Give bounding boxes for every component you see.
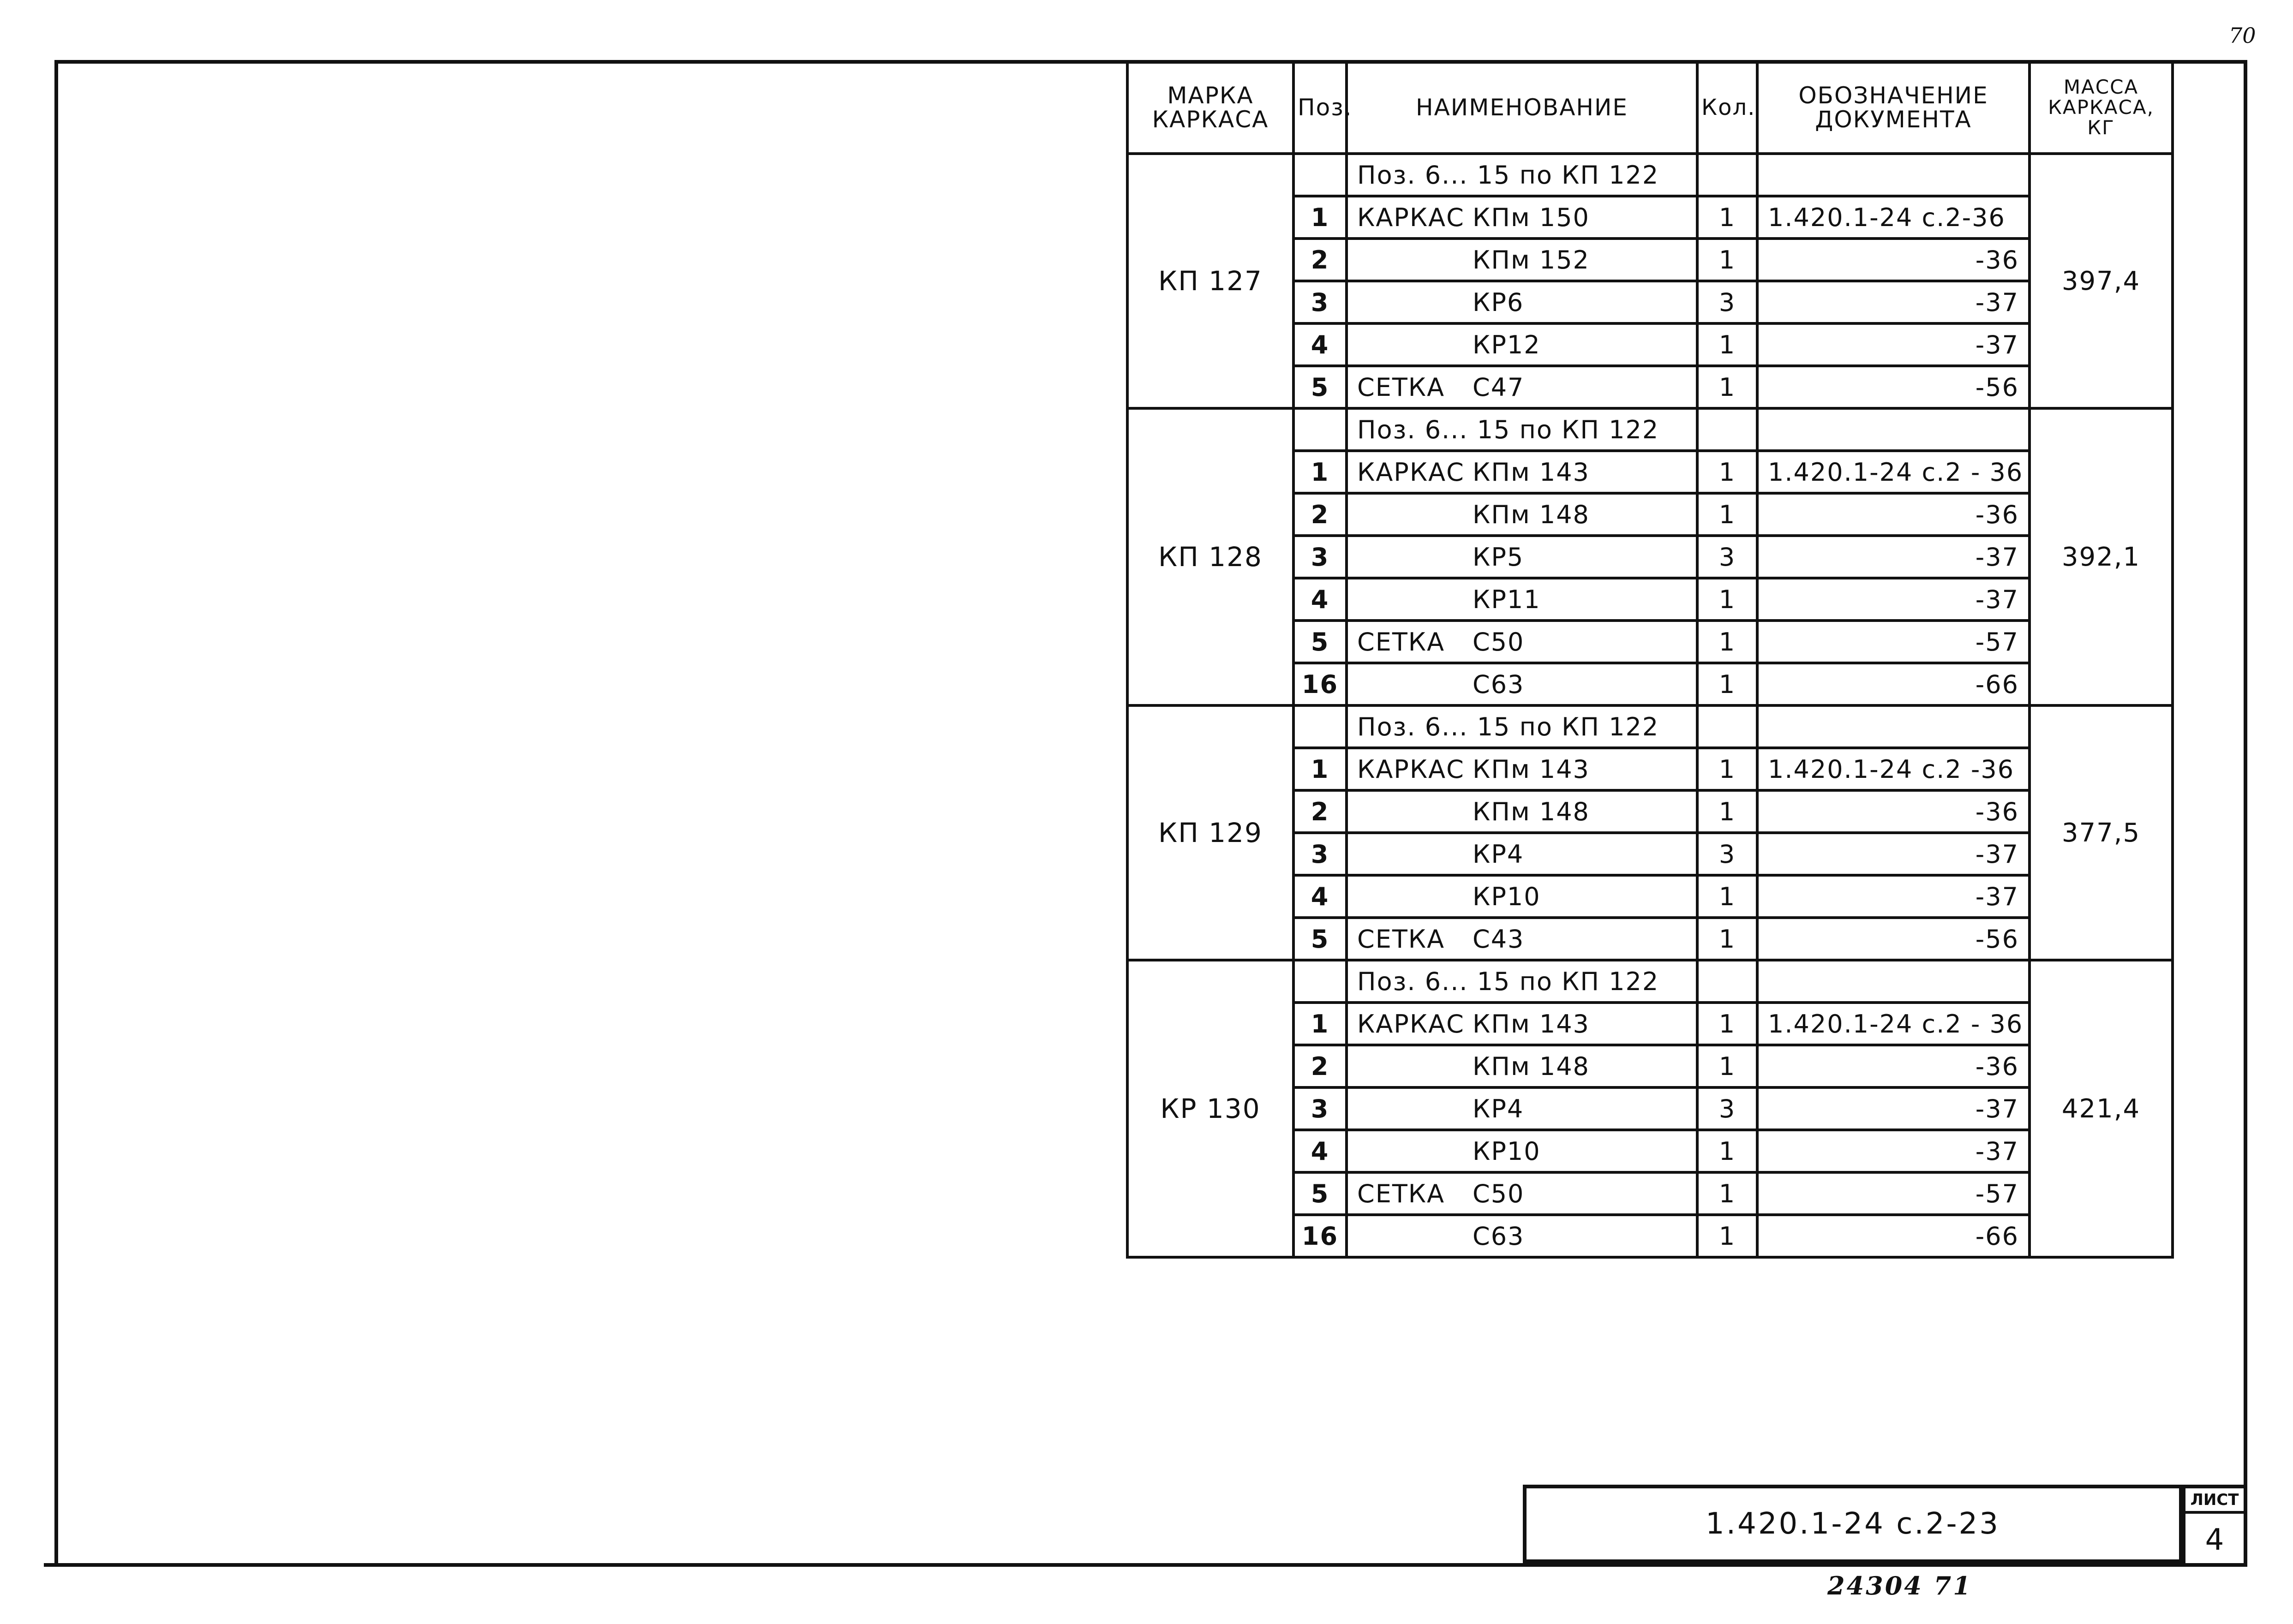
name-item: КР10 bbox=[1473, 882, 1541, 911]
name-item: КПм 148 bbox=[1473, 1051, 1590, 1081]
name-item: КПм 150 bbox=[1473, 203, 1590, 232]
header-pos: Поз. bbox=[1293, 61, 1347, 154]
position-cell: 1 bbox=[1293, 748, 1347, 790]
name-item: КР10 bbox=[1473, 1136, 1541, 1166]
name-category: СЕТКА bbox=[1357, 627, 1445, 657]
document-cell: -37 bbox=[1757, 1087, 2030, 1130]
name-item: С50 bbox=[1473, 1179, 1525, 1208]
name-cell bbox=[1347, 918, 1697, 960]
position-cell: 3 bbox=[1293, 536, 1347, 578]
quantity-cell: 1 bbox=[1697, 1003, 1757, 1045]
document-cell: -66 bbox=[1757, 663, 2030, 705]
document-cell bbox=[1757, 705, 2030, 748]
page-number: 70 bbox=[2229, 23, 2256, 48]
quantity-cell: 1 bbox=[1697, 1215, 1757, 1257]
quantity-cell: 1 bbox=[1697, 1172, 1757, 1215]
document-cell: -57 bbox=[1757, 621, 2030, 663]
document-cell: 1.420.1-24 с.2 - 36 bbox=[1757, 451, 2030, 493]
specification-body bbox=[1127, 154, 2173, 1257]
quantity-cell: 1 bbox=[1697, 493, 1757, 536]
table-row bbox=[1127, 408, 2173, 451]
name-category: КАРКАС bbox=[1357, 1009, 1465, 1039]
document-cell: -37 bbox=[1757, 323, 2030, 366]
name-cell bbox=[1347, 1215, 1697, 1257]
name-cell bbox=[1347, 960, 1697, 1003]
name-cell bbox=[1347, 196, 1697, 239]
name-item: С47 bbox=[1473, 372, 1525, 402]
quantity-cell: 1 bbox=[1697, 366, 1757, 408]
name-cell bbox=[1347, 1172, 1697, 1215]
name-cell bbox=[1347, 1130, 1697, 1172]
sheet-number: 4 bbox=[2205, 1523, 2224, 1557]
position-cell: 4 bbox=[1293, 323, 1347, 366]
name-item: КР4 bbox=[1473, 839, 1524, 869]
name-cell bbox=[1347, 154, 1697, 196]
title-block-code bbox=[1523, 1485, 2183, 1563]
position-cell bbox=[1293, 408, 1347, 451]
name-cell bbox=[1347, 1087, 1697, 1130]
quantity-cell: 1 bbox=[1697, 1130, 1757, 1172]
position-cell bbox=[1293, 705, 1347, 748]
frame-mass: 397,4 bbox=[2030, 154, 2173, 408]
name-cell bbox=[1347, 705, 1697, 748]
name-cell bbox=[1347, 578, 1697, 621]
position-cell: 16 bbox=[1293, 663, 1347, 705]
name-item: КПм 143 bbox=[1473, 1009, 1590, 1039]
position-cell: 5 bbox=[1293, 1172, 1347, 1215]
header-doc: ОБОЗНАЧЕНИЕ ДОКУМЕНТА bbox=[1757, 61, 2030, 154]
frame-mark: КП 129 bbox=[1127, 705, 1293, 960]
table-row bbox=[1127, 154, 2173, 196]
position-cell: 2 bbox=[1293, 239, 1347, 281]
name-category: СЕТКА bbox=[1357, 372, 1445, 402]
quantity-cell bbox=[1697, 705, 1757, 748]
name-item: Поз. 6... 15 по КП 122 bbox=[1357, 712, 1659, 741]
name-item: Поз. 6... 15 по КП 122 bbox=[1357, 967, 1659, 996]
position-cell: 5 bbox=[1293, 918, 1347, 960]
name-cell bbox=[1347, 875, 1697, 918]
name-cell bbox=[1347, 1045, 1697, 1087]
name-item: С63 bbox=[1473, 669, 1525, 699]
position-cell: 4 bbox=[1293, 578, 1347, 621]
name-cell bbox=[1347, 748, 1697, 790]
document-cell: -37 bbox=[1757, 875, 2030, 918]
position-cell bbox=[1293, 154, 1347, 196]
quantity-cell bbox=[1697, 154, 1757, 196]
quantity-cell: 1 bbox=[1697, 748, 1757, 790]
name-item: Поз. 6... 15 по КП 122 bbox=[1357, 415, 1659, 444]
header-mark: МАРКА КАРКАСА bbox=[1127, 61, 1293, 154]
position-cell: 1 bbox=[1293, 451, 1347, 493]
name-cell bbox=[1347, 239, 1697, 281]
document-cell: -36 bbox=[1757, 493, 2030, 536]
position-cell: 2 bbox=[1293, 493, 1347, 536]
document-cell: -36 bbox=[1757, 239, 2030, 281]
name-item: КР4 bbox=[1473, 1094, 1524, 1123]
frame-bottom-line bbox=[44, 1563, 2247, 1567]
name-category: СЕТКА bbox=[1357, 1179, 1445, 1208]
archive-stamp: 24304 71 bbox=[1827, 1571, 1972, 1600]
name-item: КПм 152 bbox=[1473, 245, 1590, 275]
position-cell: 4 bbox=[1293, 875, 1347, 918]
quantity-cell: 3 bbox=[1697, 1087, 1757, 1130]
quantity-cell: 1 bbox=[1697, 1045, 1757, 1087]
table-row bbox=[1127, 705, 2173, 748]
name-cell bbox=[1347, 1003, 1697, 1045]
name-item: Поз. 6... 15 по КП 122 bbox=[1357, 160, 1659, 190]
header-mass: МАССА КАРКАСА, КГ bbox=[2030, 61, 2173, 154]
position-cell: 5 bbox=[1293, 366, 1347, 408]
document-cell: -56 bbox=[1757, 918, 2030, 960]
position-cell: 16 bbox=[1293, 1215, 1347, 1257]
sheet-box bbox=[2183, 1485, 2247, 1563]
name-item: С50 bbox=[1473, 627, 1525, 657]
quantity-cell: 1 bbox=[1697, 451, 1757, 493]
document-cell: -37 bbox=[1757, 281, 2030, 323]
quantity-cell: 1 bbox=[1697, 875, 1757, 918]
document-cell bbox=[1757, 408, 2030, 451]
quantity-cell: 1 bbox=[1697, 196, 1757, 239]
frame-mass: 377,5 bbox=[2030, 705, 2173, 960]
document-cell: -37 bbox=[1757, 578, 2030, 621]
position-cell: 1 bbox=[1293, 1003, 1347, 1045]
document-cell: 1.420.1-24 с.2 - 36 bbox=[1757, 1003, 2030, 1045]
document-cell: -66 bbox=[1757, 1215, 2030, 1257]
name-category: КАРКАС bbox=[1357, 203, 1465, 232]
name-category: СЕТКА bbox=[1357, 924, 1445, 954]
document-cell: -56 bbox=[1757, 366, 2030, 408]
quantity-cell: 1 bbox=[1697, 578, 1757, 621]
quantity-cell: 1 bbox=[1697, 323, 1757, 366]
name-category: КАРКАС bbox=[1357, 754, 1465, 784]
position-cell: 4 bbox=[1293, 1130, 1347, 1172]
quantity-cell: 3 bbox=[1697, 536, 1757, 578]
table-row bbox=[1127, 960, 2173, 1003]
frame-mark: КП 128 bbox=[1127, 408, 1293, 705]
name-cell bbox=[1347, 621, 1697, 663]
document-cell: -36 bbox=[1757, 790, 2030, 833]
doc-code: 1.420.1-24 с.2-23 bbox=[1706, 1507, 2000, 1541]
document-cell: -36 bbox=[1757, 1045, 2030, 1087]
position-cell: 2 bbox=[1293, 790, 1347, 833]
frame-mark: КП 127 bbox=[1127, 154, 1293, 408]
name-cell bbox=[1347, 281, 1697, 323]
position-cell: 3 bbox=[1293, 1087, 1347, 1130]
position-cell: 5 bbox=[1293, 621, 1347, 663]
position-cell bbox=[1293, 960, 1347, 1003]
name-category: КАРКАС bbox=[1357, 457, 1465, 487]
name-cell bbox=[1347, 663, 1697, 705]
name-item: КПм 143 bbox=[1473, 754, 1590, 784]
sheet-label: ЛИСТ bbox=[2185, 1488, 2244, 1514]
name-item: КПм 143 bbox=[1473, 457, 1590, 487]
frame-mass: 421,4 bbox=[2030, 960, 2173, 1257]
name-cell bbox=[1347, 323, 1697, 366]
name-cell bbox=[1347, 366, 1697, 408]
position-cell: 1 bbox=[1293, 196, 1347, 239]
specification-table bbox=[1126, 60, 2174, 1259]
document-cell: 1.420.1-24 с.2-36 bbox=[1757, 196, 2030, 239]
header-qty: Кол. bbox=[1697, 61, 1757, 154]
name-item: КР12 bbox=[1473, 330, 1541, 359]
name-cell bbox=[1347, 536, 1697, 578]
document-cell: -57 bbox=[1757, 1172, 2030, 1215]
document-cell: 1.420.1-24 с.2 -36 bbox=[1757, 748, 2030, 790]
quantity-cell: 1 bbox=[1697, 918, 1757, 960]
name-cell bbox=[1347, 790, 1697, 833]
quantity-cell: 1 bbox=[1697, 621, 1757, 663]
document-cell: -37 bbox=[1757, 536, 2030, 578]
name-cell bbox=[1347, 493, 1697, 536]
name-item: КР6 bbox=[1473, 287, 1524, 317]
quantity-cell: 1 bbox=[1697, 663, 1757, 705]
name-item: С63 bbox=[1473, 1221, 1525, 1251]
document-cell: -37 bbox=[1757, 1130, 2030, 1172]
quantity-cell: 1 bbox=[1697, 790, 1757, 833]
name-cell bbox=[1347, 833, 1697, 875]
quantity-cell: 3 bbox=[1697, 281, 1757, 323]
document-cell: -37 bbox=[1757, 833, 2030, 875]
name-item: КПм 148 bbox=[1473, 500, 1590, 529]
quantity-cell bbox=[1697, 408, 1757, 451]
quantity-cell: 3 bbox=[1697, 833, 1757, 875]
quantity-cell: 1 bbox=[1697, 239, 1757, 281]
position-cell: 2 bbox=[1293, 1045, 1347, 1087]
name-item: КР5 bbox=[1473, 542, 1524, 572]
document-cell bbox=[1757, 154, 2030, 196]
name-cell bbox=[1347, 451, 1697, 493]
name-item: КР11 bbox=[1473, 585, 1541, 614]
position-cell: 3 bbox=[1293, 281, 1347, 323]
frame-mark: КР 130 bbox=[1127, 960, 1293, 1257]
quantity-cell bbox=[1697, 960, 1757, 1003]
header-name: НАИМЕНОВАНИЕ bbox=[1347, 61, 1697, 154]
name-item: КПм 148 bbox=[1473, 797, 1590, 826]
frame-mass: 392,1 bbox=[2030, 408, 2173, 705]
position-cell: 3 bbox=[1293, 833, 1347, 875]
name-cell bbox=[1347, 408, 1697, 451]
header-row bbox=[1127, 61, 2173, 154]
document-cell bbox=[1757, 960, 2030, 1003]
name-item: С43 bbox=[1473, 924, 1525, 954]
